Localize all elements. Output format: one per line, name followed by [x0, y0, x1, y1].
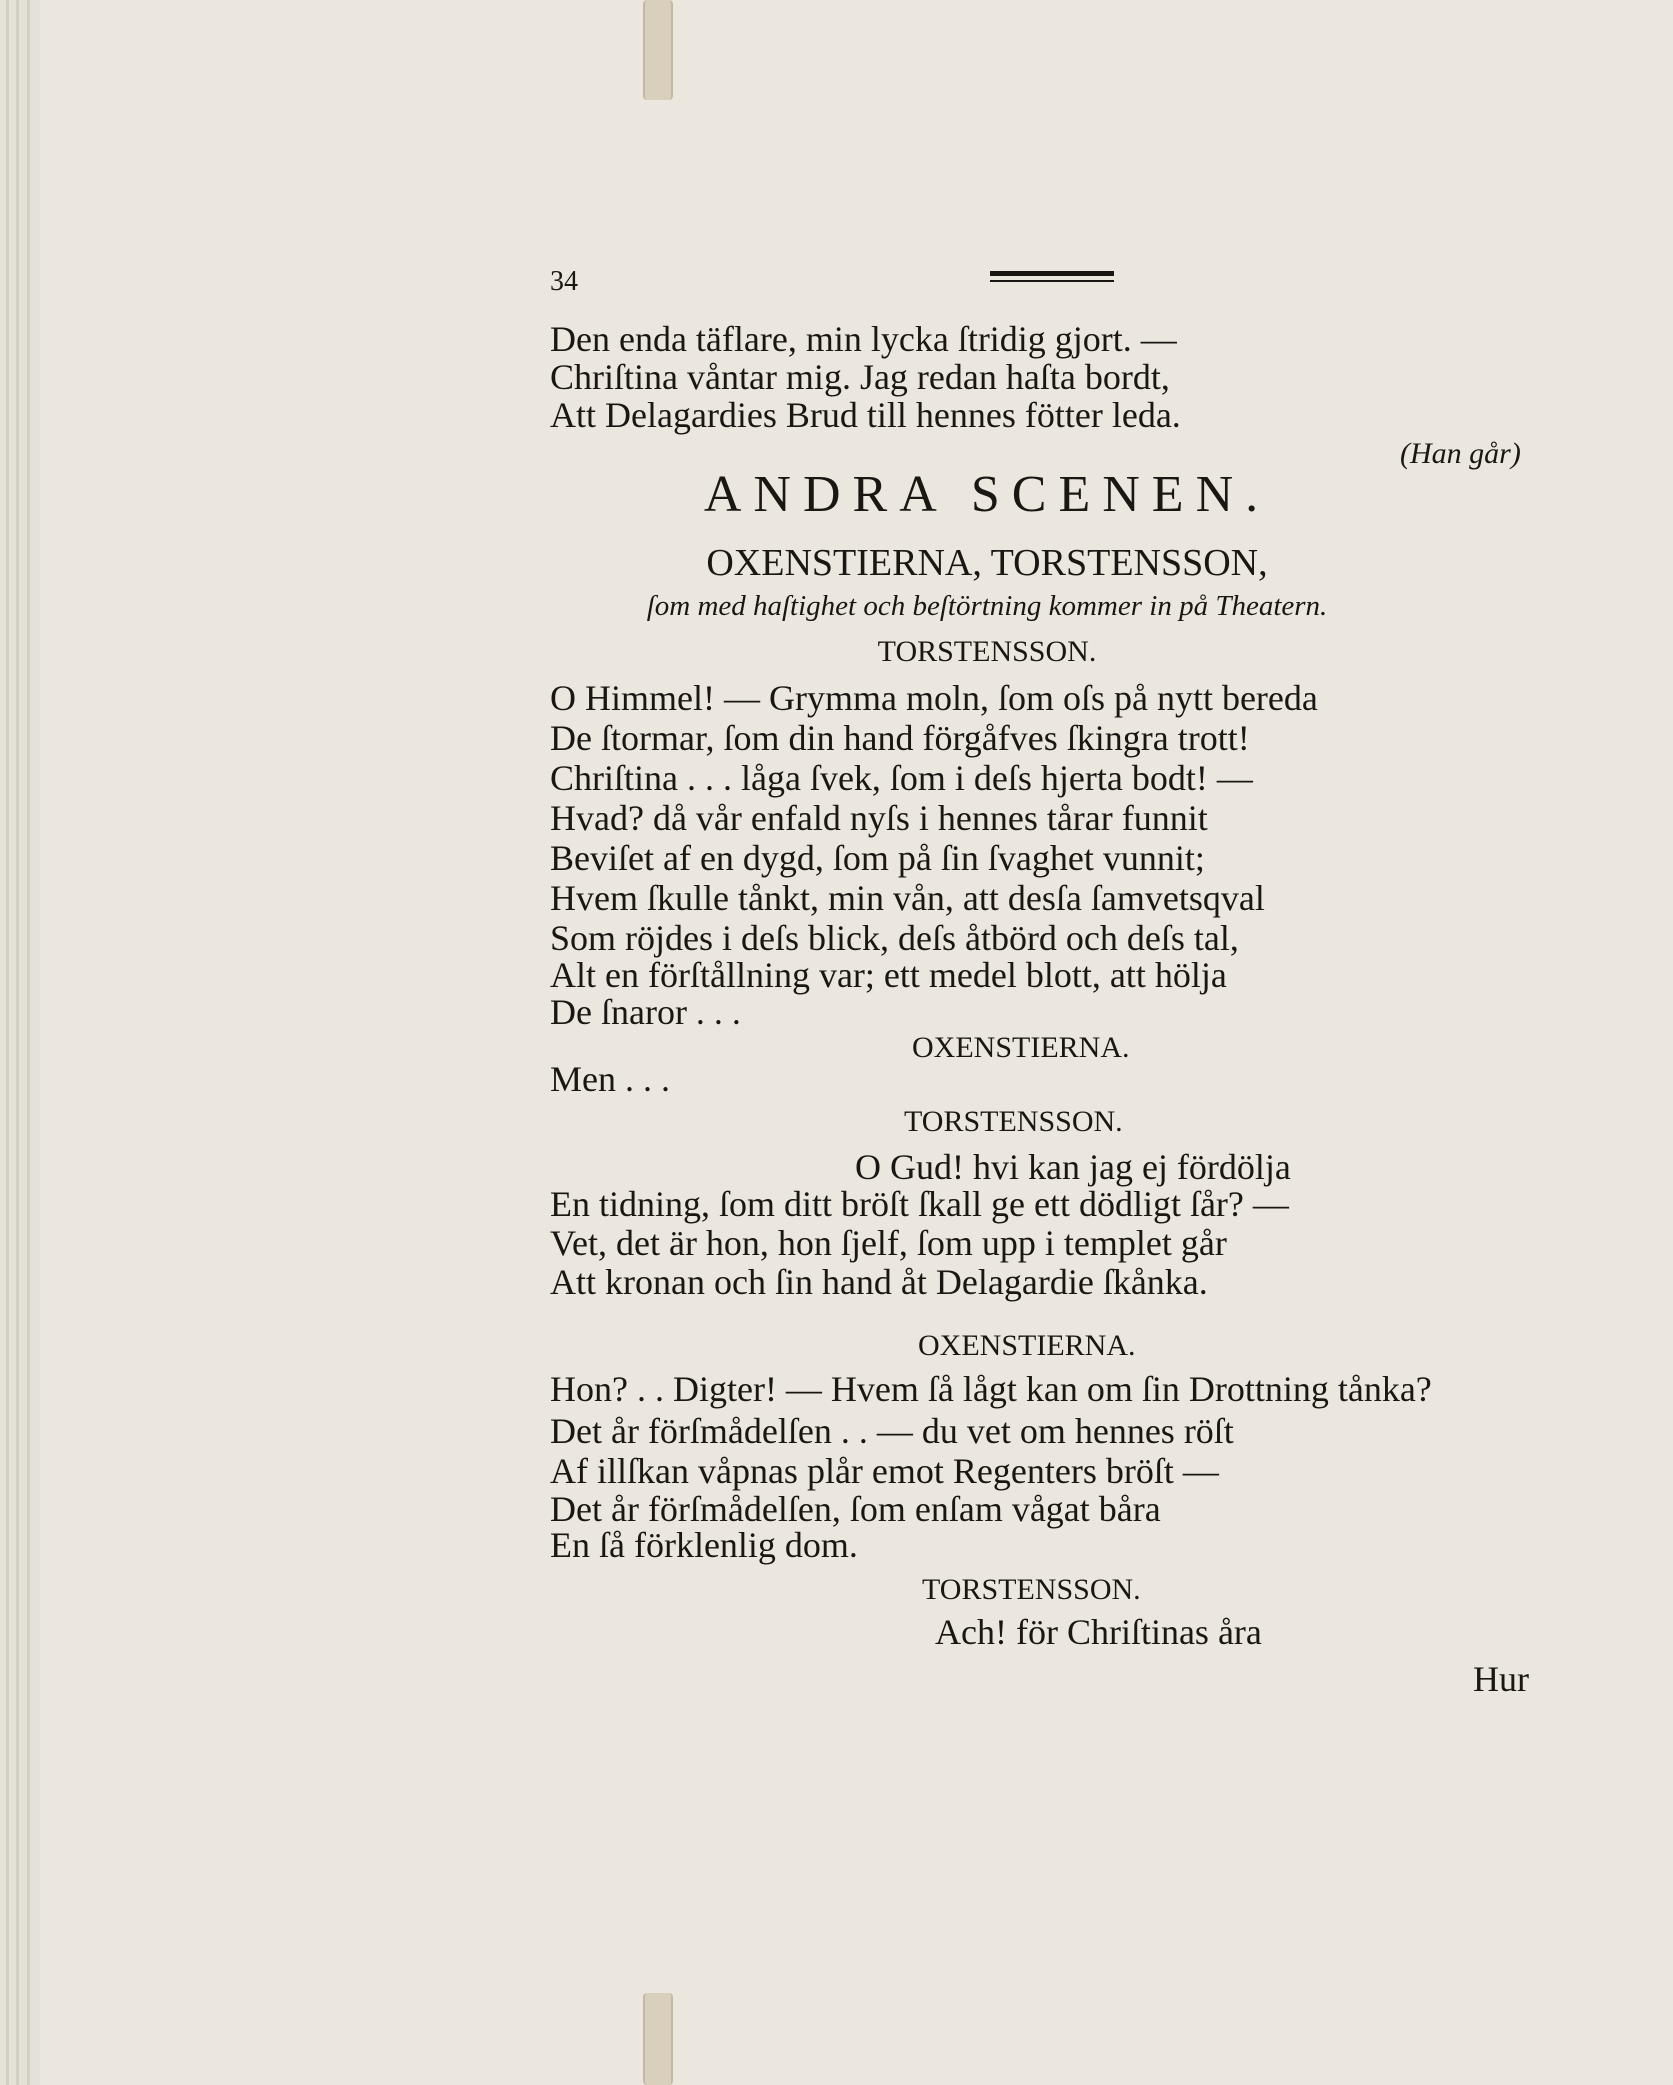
verse-line: Det år förſmådelſen, ſom enſam vågat båra — [550, 1489, 1161, 1529]
binding-thread-top — [643, 0, 673, 100]
page-edge-2 — [16, 0, 19, 2085]
header-rule — [990, 271, 1114, 282]
speaker-name: TORSTENSSON. — [904, 1105, 1123, 1138]
verse-line: O Himmel! — Grymma moln, ſom oſs på nytt bereda — [550, 678, 1318, 718]
page-edge-3 — [27, 0, 30, 2085]
stage-direction-exit: (Han går) — [1400, 437, 1521, 470]
verse-line: Beviſet af en dygd, ſom på ſin ſvaghet vunnit; — [550, 838, 1205, 878]
scene-stage-direction: ſom med haſtighet och beſtörtning kommer in på Theatern. — [646, 590, 1328, 622]
verse-line: Som röjdes i deſs blick, deſs åtbörd och deſs tal, — [550, 918, 1239, 958]
speaker-name: TORSTENSSON. — [922, 1573, 1141, 1606]
speaker-name: OXENSTIERNA. — [918, 1329, 1136, 1362]
verse-line: Hvem ſkulle tånkt, min vån, att desſa ſamvetsqval — [550, 878, 1265, 918]
verse-line: Chriſtina . . . låga ſvek, ſom i deſs hjerta bodt! — — [550, 758, 1253, 798]
verse-line: Men . . . — [550, 1059, 670, 1099]
verse-line: De ſtormar, ſom din hand förgåfves ſkingra trott! — [550, 718, 1250, 758]
verse-line: Alt en förſtållning var; ett medel blott, att hölja — [550, 955, 1227, 995]
page-number: 34 — [550, 266, 578, 297]
verse-line: En tidning, ſom ditt bröſt ſkall ge ett dödligt ſår? — — [550, 1184, 1289, 1224]
book-page — [40, 0, 1673, 2085]
speaker-name: OXENSTIERNA. — [912, 1031, 1130, 1064]
verse-line: Af illſkan våpnas plår emot Regenters bröſt — — [550, 1451, 1219, 1491]
verse-line: De ſnaror . . . — [550, 992, 741, 1032]
scene-characters: OXENSTIERNA, TORSTENSSON, — [706, 542, 1268, 584]
verse-line: Det år förſmådelſen . . — du vet om hennes röſt — [550, 1411, 1234, 1451]
verse-line: Vet, det är hon, hon ſjelf, ſom upp i templet går — [550, 1223, 1227, 1263]
verse-line: Chriſtina våntar mig. Jag redan haſta bordt, — [550, 357, 1170, 397]
scene-title: ANDRA SCENEN. — [703, 466, 1271, 523]
verse-line: Att Delagardies Brud till hennes fötter leda. — [550, 395, 1181, 435]
verse-line: En ſå förklenlig dom. — [550, 1525, 858, 1565]
verse-line: O Gud! hvi kan jag ej fördölja — [855, 1147, 1291, 1187]
verse-line: Att kronan och ſin hand åt Delagardie ſkånka. — [550, 1262, 1208, 1302]
catchword: Hur — [1473, 1659, 1529, 1699]
binding-thread-bottom — [643, 1993, 673, 2085]
verse-line: Ach! för Chriſtinas åra — [935, 1612, 1262, 1652]
verse-line: Hon? . . Digter! — Hvem ſå lågt kan om ſin Drottning tånka? — [550, 1369, 1432, 1409]
verse-line: Hvad? då vår enfald nyſs i hennes tårar funnit — [550, 798, 1208, 838]
page-edge-1 — [6, 0, 9, 2085]
speaker-name: TORSTENSSON. — [877, 635, 1097, 668]
verse-line: Den enda täflare, min lycka ſtridig gjort. — — [550, 319, 1177, 359]
